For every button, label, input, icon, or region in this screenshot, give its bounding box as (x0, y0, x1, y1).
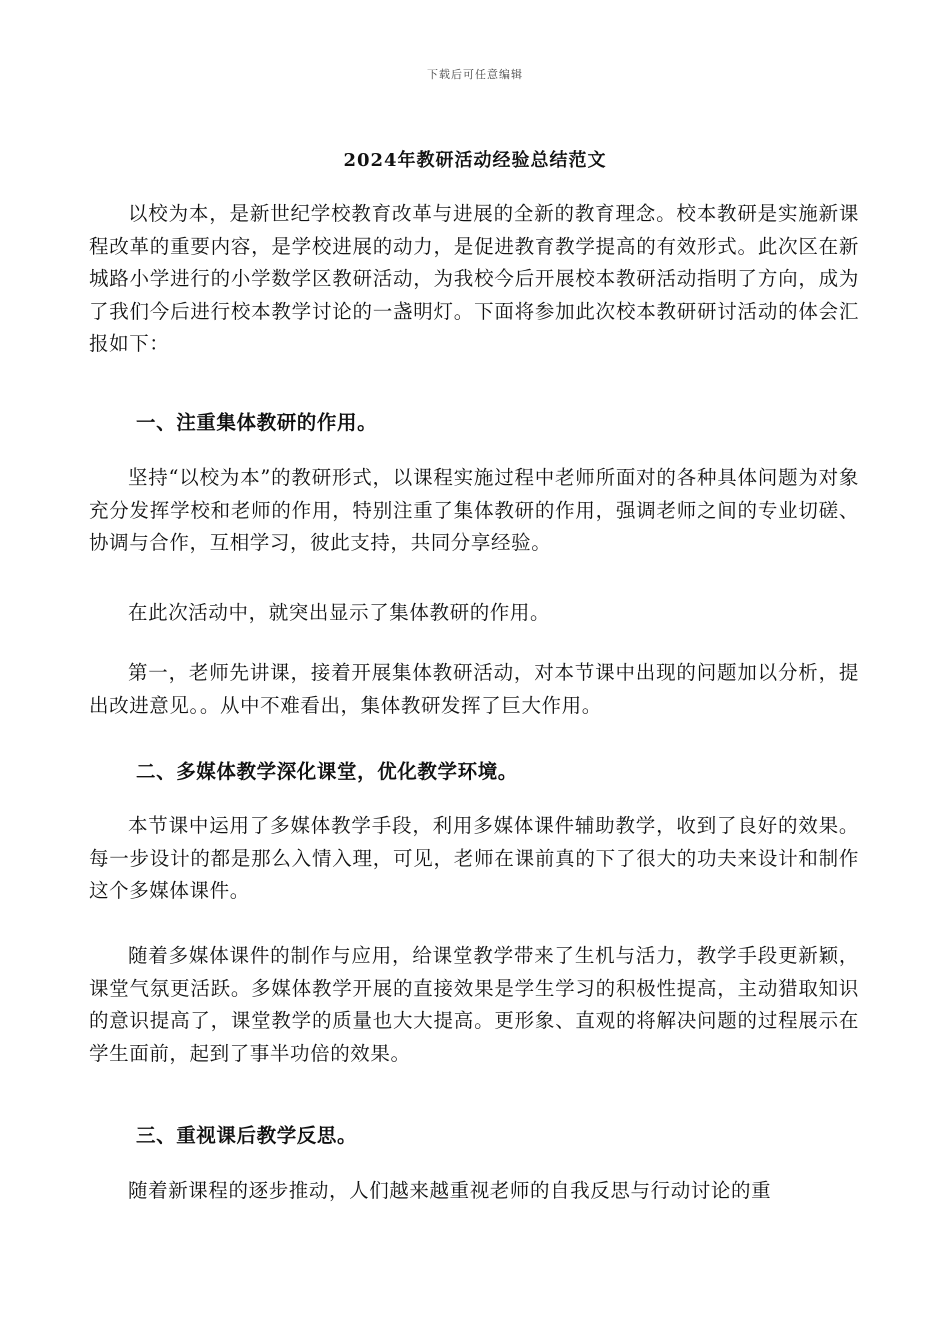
section-heading-1: 一、注重集体教研的作用。 (136, 411, 378, 434)
paragraph-reflection: 随着新课程的逐步推动，人们越来越重视老师的自我反思与行动讨论的重 (128, 1179, 772, 1202)
paragraph-first-point: 第一，老师先讲课，接着开展集体教研活动，对本节课中出现的问题加以分析，提出改进意见。。从中不难看出，集体教研发挥了巨大作用。 (89, 661, 859, 717)
header-note: 下载后可任意编辑 (427, 68, 523, 81)
section-heading-3: 三、重视课后教学反思。 (136, 1124, 358, 1147)
paragraph-activity-highlight: 在此次活动中，就突出显示了集体教研的作用。 (128, 601, 551, 624)
section-heading-2: 二、多媒体教学深化课堂，优化教学环境。 (136, 760, 518, 783)
paragraph-intro: 以校为本，是新世纪学校教育改革与进展的全新的教育理念。校本教研是实施新课程改革的重要内容，是学校进展的动力，是促进教育教学提高的有效形式。此次区在新城路小学进行的小学数学区教研活动，为我校今后开展校本教研活动指明了方向，成为了我们今后进行校本教学讨论的一盏明灯。下面将参加此次校本教研研讨活动的体会汇报如下： (89, 202, 859, 356)
paragraph-multimedia-use: 本节课中运用了多媒体教学手段，利用多媒体课件辅助教学，收到了良好的效果。每一步设计的都是那么入情入理，可见，老师在课前真的下了很大的功夫来设计和制作这个多媒体课件。 (89, 814, 859, 903)
document-title: 2024年教研活动经验总结范文 (343, 150, 607, 171)
paragraph-multimedia-effects: 随着多媒体课件的制作与应用，给课堂教学带来了生机与活力，教学手段更新颖，课堂气氛更活跃。多媒体教学开展的直接效果是学生学习的积极性提高，主动猎取知识的意识提高了，课堂教学的质量也大大提高。更形象、直观的将解决问题的过程展示在学生面前，起到了事半功倍的效果。 (89, 944, 859, 1065)
paragraph-collective-research: 坚持“以校为本”的教研形式，以课程实施过程中老师所面对的各种具体问题为对象充分发挥学校和老师的作用，特别注重了集体教研的作用，强调老师之间的专业切磋、协调与合作，互相学习，彼此支持，共同分享经验。 (89, 466, 859, 555)
